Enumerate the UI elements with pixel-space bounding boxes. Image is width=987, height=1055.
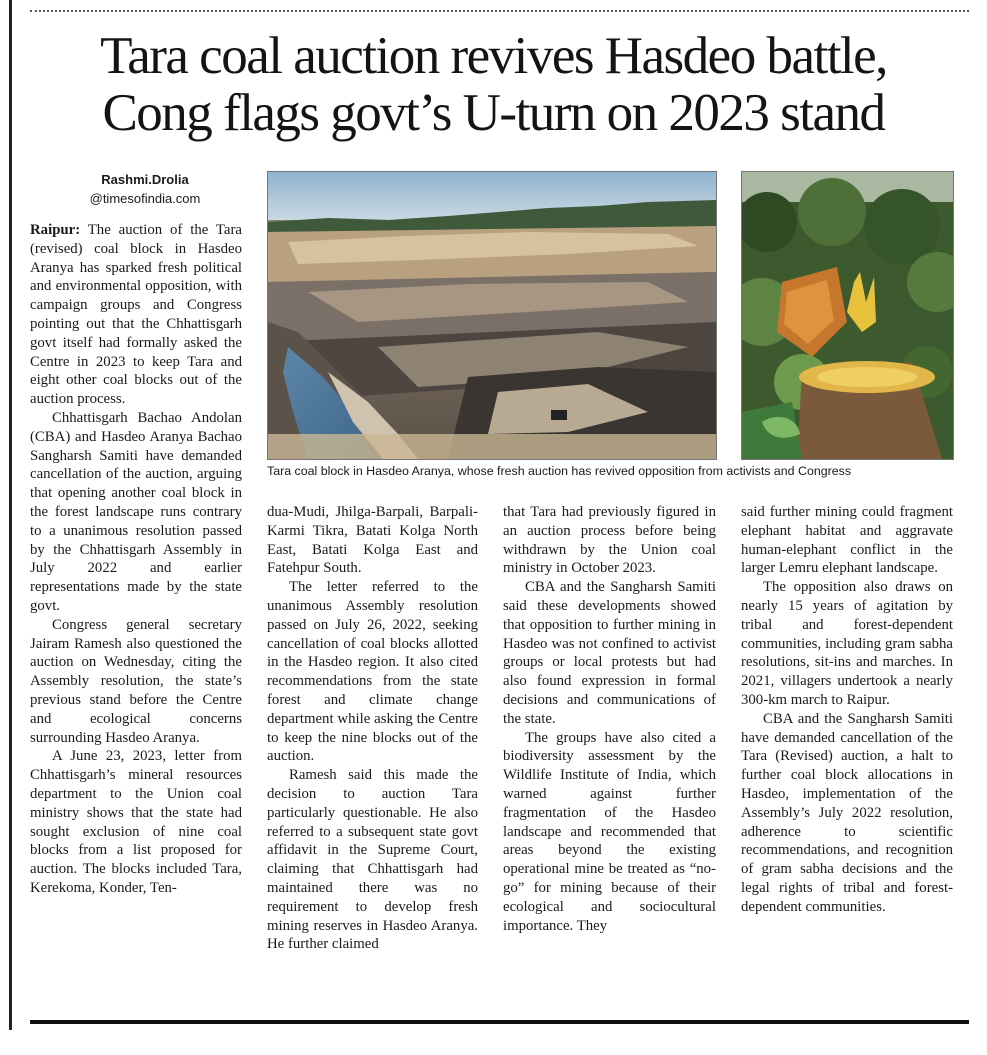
headline-line-2: Cong flags govt’s U-turn on 2023 stand (102, 84, 885, 142)
coal-mine-image (268, 172, 716, 459)
byline (30, 170, 260, 208)
paragraph-2: Chhattisgarh Bachao Andolan (CBA) and Hasdeo Aranya Bachao Sangharsh Samiti have demanded cancellation of the auction, arguing that opening another coal block in the forest landscape runs contrary to a unanimous resolution passed by the Chhattisgarh Assembly in July 2022 and earlier representations made by the state govt. (30, 409, 242, 614)
left-column-rule (9, 0, 12, 1030)
paragraph-1-text: The auction of the Tara (revised) coal block in Hasdeo Aranya has sparked fresh political and environmental opposition, with campaign groups and Congress pointing out that the Chhattisgarh govt itself had formally asked the Centre in 2023 to keep Tara and eight other coal blocks out of the auction process. (30, 222, 242, 408)
tree-stump-photo (741, 171, 954, 460)
article-column-1 (30, 221, 242, 1016)
paragraph-1 (30, 221, 242, 409)
author-name: Rashmi.Drolia (101, 172, 189, 187)
paragraph-8: The groups have also cited a biodiversity assessment by the Wildlife Institute of India, which warned against further fragmentation of the Hasdeo landscape and recommended that areas beyond the existing operational mine be treated as “no-go” for mining because of their ecological and sociocultural importance. They (503, 729, 716, 934)
bottom-rule (30, 1020, 969, 1024)
article-column-2 (267, 503, 478, 1015)
paragraph-3: Congress general secretary Jairam Ramesh also questioned the auction on Wednesday, citing the Assembly resolution, the state’s previous stand before the Centre and ecological concerns surrounding Hasdeo Aranya. (30, 616, 242, 746)
article-column-4 (741, 503, 953, 1015)
paragraph-4: A June 23, 2023, letter from Chhattisgarh’s mineral resources department to the Union coal ministry shows that the state had sought exclusion of nine coal blocks from a list proposed for auction. The blocks included Tara, Kerekoma, Konder, Ten- (30, 748, 242, 896)
headline-line-1: Tara coal auction revives Hasdeo battle, (100, 27, 887, 85)
paragraph-8-continued: said further mining could fragment elephant habitat and aggravate human-elephant conflict in the larger Lemru elephant landscape. (741, 504, 953, 577)
paragraph-6: Ramesh said this made the decision to auction Tara particularly questionable. He also referred to a subsequent state govt affidavit in the Supreme Court, claiming that Chhattisgarh had maintained there was no requirement to develop fresh mining reserves in Hasdeo Aranya. He further claimed (267, 767, 478, 953)
headline (20, 28, 967, 142)
top-dotted-rule (30, 10, 969, 12)
dateline: Raipur: (30, 222, 81, 238)
coal-mine-photo (267, 171, 717, 460)
author-handle: @timesofindia.com (89, 191, 201, 206)
paragraph-9: The opposition also draws on nearly 15 years of agitation by tribal and forest-dependent communities, including gram sabha resolutions, sit-ins and marches. In 2021, villagers undertook a nearly 300-km march to Raipur. (741, 579, 953, 708)
paragraph-6-continued: that Tara had previously figured in an auction process before being withdrawn by the Union coal ministry in October 2023. (503, 504, 716, 577)
paragraph-5: The letter referred to the unanimous Assembly resolution passed on July 26, 2022, seeking cancellation of coal blocks allotted in the Hasdeo region. It also cited recommendations from the state forest and climate change department while asking the Centre to keep the nine blocks out of the auction. (267, 579, 478, 765)
paragraph-7: CBA and the Sangharsh Samiti said these developments showed that opposition to further mining in Hasdeo was not confined to activist groups or local protests but had also found expression in formal decisions and communications of the state. (503, 579, 716, 727)
paragraph-10: CBA and the Sangharsh Samiti have demanded cancellation of the Tara (Revised) auction, a halt to further coal block allocations in Hasdeo, implementation of the Assembly’s July 2022 resolution, adherence to scientific recommendations, and recognition of gram sabha decisions and the legal rights of tribal and forest-dependent communities. (741, 710, 953, 915)
photo-caption: Tara coal block in Hasdeo Aranya, whose fresh auction has revived opposition from activists and Congress (267, 464, 852, 478)
paragraph-4-continued: dua-Mudi, Jhilga-Barpali, Barpali-Karmi Tikra, Batati Kolga North East, Batati Kolga East and Fatehpur South. (267, 504, 478, 577)
tree-stump-image (742, 172, 953, 459)
article-column-3 (503, 503, 716, 1015)
